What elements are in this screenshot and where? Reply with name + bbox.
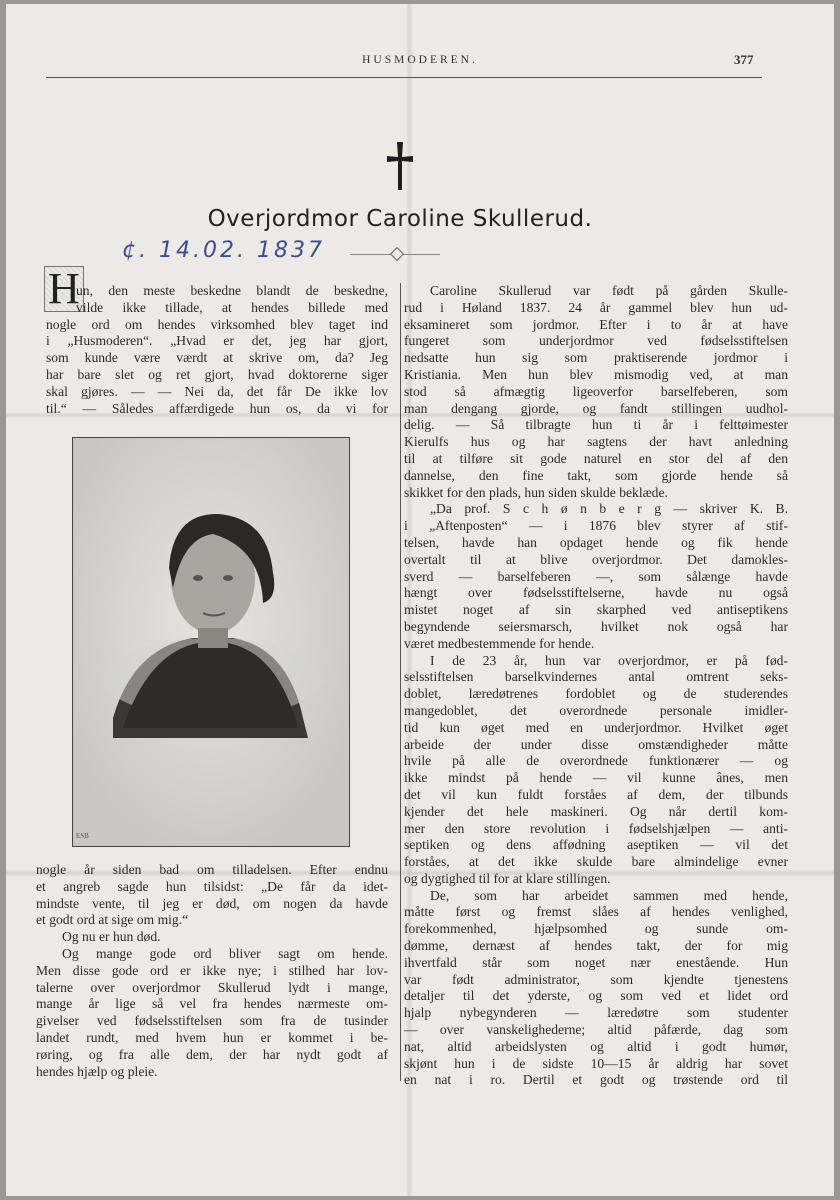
text-line: rud i Høland 1837. 24 år gammel blev hun ud- — [404, 299, 788, 315]
text-line: var født administrator, som kjendte tjenestens — [404, 971, 788, 987]
text-line: Caroline Skullerud var født på gården Skulle- — [430, 283, 788, 298]
page-number: 377 — [734, 52, 754, 67]
text-line: De, som har arbeidet sammen med hende, — [430, 887, 788, 903]
text-line: mer den store revolution i fødselshjælpen — anti- — [404, 820, 788, 836]
text-line: Kristiania. Men hun blev mismodig ved, at man — [404, 366, 788, 382]
text-line: kjender det hele maskineri. Og når dertil kom- — [404, 803, 788, 819]
text-line: mindste vente, til jeg er død, om nogen da havde — [36, 895, 388, 911]
portrait-photo — [72, 437, 350, 847]
text-line: „Da prof. S c h ø n b e r g — skriver K. B. — [430, 501, 788, 517]
text-line: i „Aftenposten“ — i 1876 blev styrer af stif- — [404, 518, 788, 534]
handwritten-birthdate: ¢. 14.02. 1837 — [122, 238, 325, 263]
text-line: skal gjøres. — — Nei da, det får De ikke lov — [46, 383, 388, 399]
text-line: mistet noget af sin skarphed ved antiseptikens — [404, 602, 788, 618]
article-title: Overjordmor Caroline Skullerud. — [207, 206, 593, 232]
text-line: i „Husmoderen“. „Hvad er det, jeg har gjort, — [46, 333, 388, 349]
text-line: røring, og fra alle dem, der har nydt godt af — [36, 1046, 388, 1062]
text-line: delig. — Så tilbragte hun ti år i felttøimester — [404, 417, 788, 433]
text-line: nat, altid arbeidslysten og altid i godt humør, — [404, 1038, 788, 1054]
text-line: nogle ord om hendes virksomhed blev taget ind — [46, 316, 388, 332]
text-line: dannelse, den fine takt, som gjorde hende så — [404, 467, 788, 483]
text-line: overtalt til at blive overjordmor. Det damokles- — [404, 551, 788, 567]
text-line: Kierulfs hus og har sagtens der havt anledning — [404, 434, 788, 450]
text-line: forståes, at det ikke skulde bare almindelige evner — [404, 854, 788, 870]
text-line: til.“ — Således affærdigede hun os, da vi for — [46, 400, 388, 416]
text-line: skjønt hun i de sidste 10—15 år aldrig har sovet — [404, 1055, 788, 1071]
text-line: stod så afmægtig ligeoverfor barselfeberen, som — [404, 383, 788, 399]
text-line: dømme, dernæst af hendes takt, der for mig — [404, 938, 788, 954]
text-line: har bare slet og ret gjort, hvad doktorerne siger — [46, 366, 388, 382]
text-line: talerne over overjordmor Skullerud lydt i mange, — [36, 979, 388, 995]
text-line: arbeide der under disse omstændigheder måtte — [404, 736, 788, 752]
text-line: været medbestemmende for hende. — [404, 635, 595, 651]
text-line: nogle år siden bad om tilladelsen. Efter endnu — [36, 862, 388, 877]
text-line: forekommenhed, hjælpsomhed og sunde om- — [404, 921, 788, 937]
left-column-top — [46, 283, 388, 417]
text-line: ihvertfald står som noget nær enestående. Hun — [404, 954, 788, 970]
cross-icon — [385, 140, 415, 192]
text-line: I de 23 år, hun var overjordmor, er på fød- — [430, 652, 788, 668]
text-line: Og nu er hun død. — [62, 929, 161, 945]
text-line: til at tilføre sit gode naturel en stor del af den — [404, 450, 788, 466]
text-line: vilde ikke tillade, at hendes billede med — [76, 299, 388, 315]
text-line: man dengang gjorde, og fandt stillingen uudhol- — [404, 400, 788, 416]
running-title: HUSMODEREN. — [362, 54, 478, 66]
text-line: som kunde være værdt at skrive om, da? Jeg — [46, 350, 388, 366]
text-line: hendes hjælp og pleie. — [36, 1063, 158, 1079]
left-column-bottom — [36, 862, 388, 1080]
text-line: hjalp nybegynderen — læredøtre som studenter — [404, 1005, 788, 1021]
drop-cap: H — [44, 266, 84, 312]
text-line: selsstiftelsen barselkvindernes antal omtrent seks- — [404, 669, 788, 685]
text-line: Men disse gode ord er ikke nye; i stilhed har lov- — [36, 962, 388, 978]
text-line: tid kun øget med en underjordmor. Hvilket øget — [404, 719, 788, 735]
text-line: givelser ved fødselsstiftelsen som fra de tusinder — [36, 1013, 388, 1029]
text-line: mangedoblet, det overordnede personale imidler- — [404, 702, 788, 718]
text-line: ikke mindst på hende — vil kunne ânes, men — [404, 770, 788, 786]
text-line: begyndende seiersmarsch, hvilket nok også har — [404, 618, 788, 634]
text-line: fungeret som underjordmor ved fødselsstiftelsen — [404, 333, 788, 349]
text-line: Og mange gode ord bliver sagt om hende. — [62, 945, 388, 961]
text-line: et angreb sagde hun tilsidst: „De får da idet- — [36, 878, 388, 894]
text-line: un, den meste beskedne blandt de beskedne, — [76, 283, 388, 298]
text-line: nedsatte hun sig som praktiserende jordmor i — [404, 350, 788, 366]
header-rule — [46, 77, 762, 78]
text-line: landet rundt, med hvem hun er kommet i be- — [36, 1029, 388, 1045]
column-divider — [400, 283, 401, 1081]
text-line: en nat i ro. Dertil et godt og trøstende ord til — [404, 1072, 788, 1088]
text-line: og dygtighed til for at klare stillingen. — [404, 870, 611, 886]
text-line: septiken og dens affødning aseptiken — vil det — [404, 837, 788, 853]
text-line: måtte først og fremst slåes af hendes venlighed, — [404, 904, 788, 920]
text-line: hængt over fødselsstiftelserne, havde nu også — [404, 585, 788, 601]
text-line: det vil kun fuldt forståes af dem, der tilbunds — [404, 786, 788, 802]
text-line: telsen, havde han opdaget hende og fik hende — [404, 534, 788, 550]
text-line: — over vanskelighederne; altid påfærde, dag som — [404, 1022, 788, 1038]
text-line: et godt ord at sige om mig.“ — [36, 912, 189, 928]
photo-engraver-mark: ESB — [76, 832, 89, 840]
text-line: mange år lige så vel fra hendes nærmeste om- — [36, 996, 388, 1012]
text-line: detaljer til det yderste, og som ved et lidet ord — [404, 988, 788, 1004]
text-line: doblet, læredøtrenes fordoblet og de studerendes — [404, 686, 788, 702]
text-line: hvile på alle de overordnede funktionærer — og — [404, 753, 788, 769]
text-line: skikket for den plads, hun siden skulde beklæde. — [404, 484, 668, 500]
text-line: eksamineret som jordmor. Efter i to år at have — [404, 316, 788, 332]
text-line: sverd — barselfeberen —, som sålænge havde — [404, 568, 788, 584]
right-column — [404, 283, 788, 1089]
